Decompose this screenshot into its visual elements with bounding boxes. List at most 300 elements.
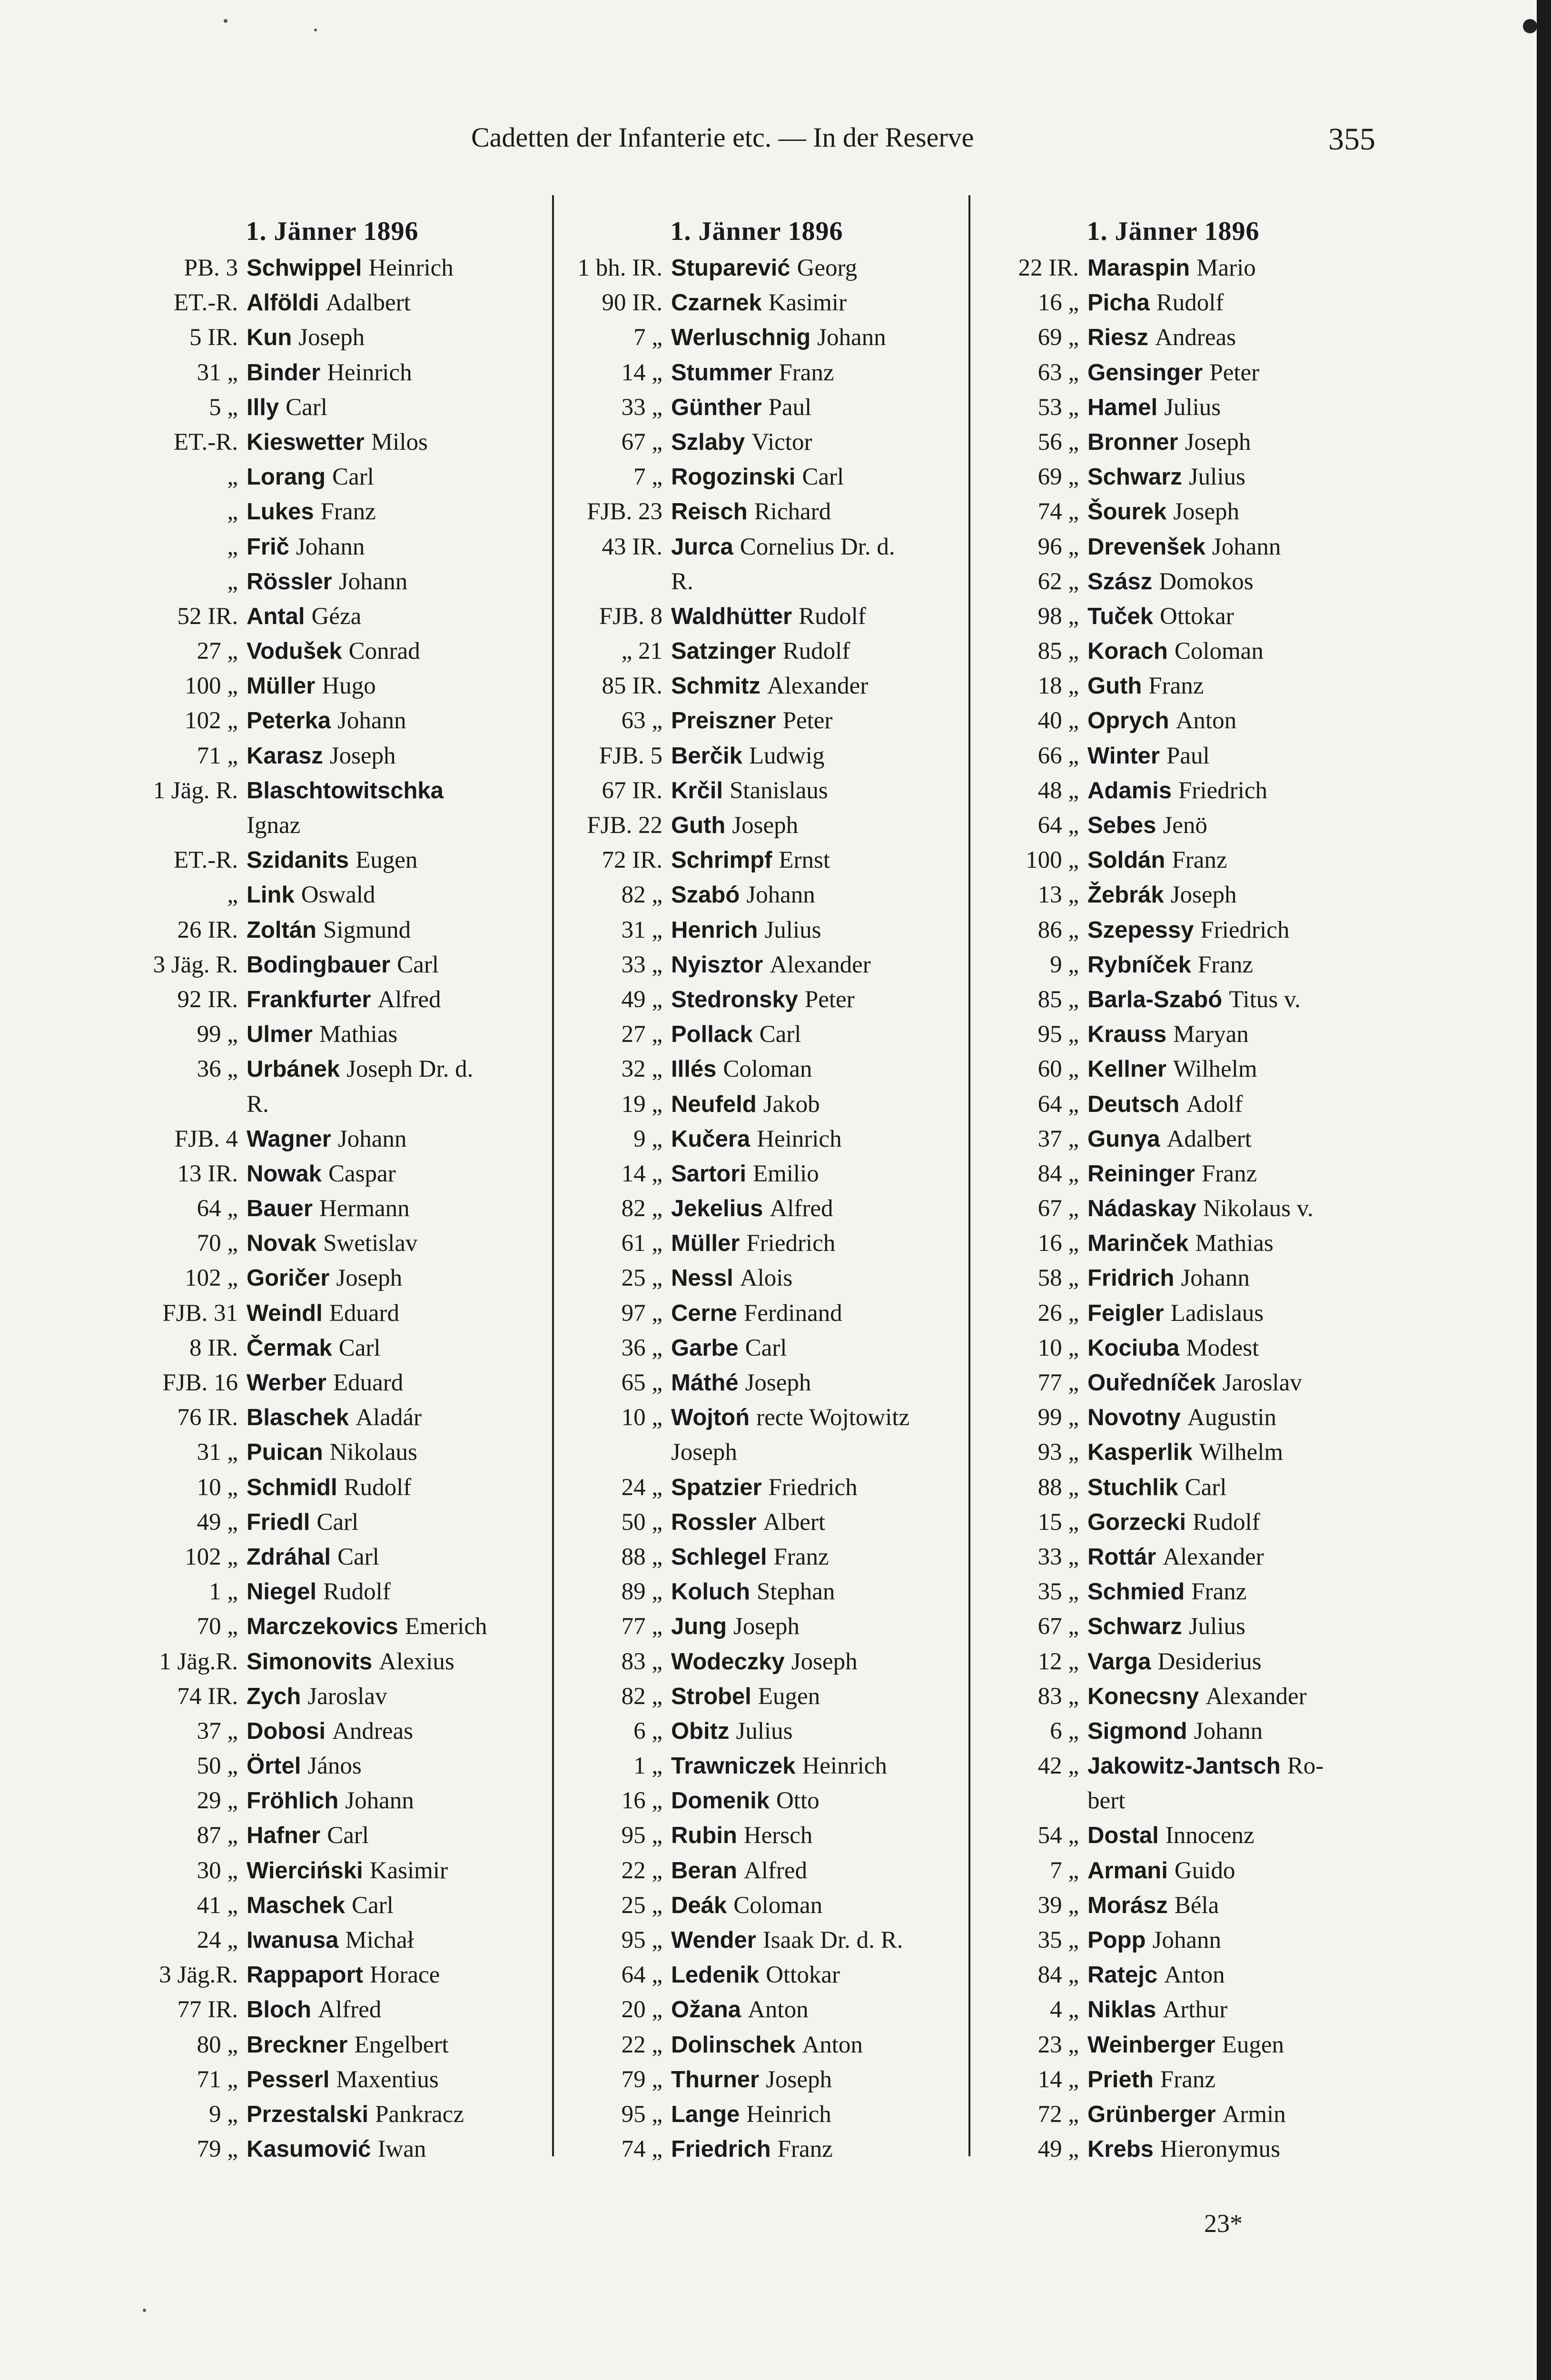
unit-designation: 77 IR. xyxy=(177,1996,238,2023)
given-name: Johann xyxy=(1152,1927,1221,1954)
given-name: Peter xyxy=(1209,359,1260,386)
given-name: Eugen xyxy=(758,1683,820,1710)
surname: Fröhlich xyxy=(247,1788,339,1814)
given-name: Ottokar xyxy=(1159,603,1234,630)
unit-designation: ET.-R. xyxy=(173,289,238,317)
unit-designation: 97 „ xyxy=(621,1299,662,1327)
list-item xyxy=(552,2132,961,2167)
unit-designation: 95 „ xyxy=(1037,1021,1079,1048)
surname: Garbe xyxy=(671,1335,739,1361)
unit-designation: 1 „ xyxy=(633,1753,662,1780)
given-name: Carl xyxy=(327,1822,369,1849)
surname: Drevenšek xyxy=(1087,534,1205,560)
given-name: Emilio xyxy=(752,1160,819,1187)
surname: Urbánek xyxy=(247,1056,340,1082)
surname: Fridrich xyxy=(1087,1265,1175,1291)
given-name: Heinrich xyxy=(368,255,454,281)
unit-designation: 98 „ xyxy=(1037,603,1079,630)
list-item xyxy=(552,1261,961,1296)
surname: Örtel xyxy=(247,1753,301,1779)
list-item xyxy=(968,1191,1378,1226)
surname: Pollack xyxy=(671,1021,753,1048)
surname: Máthé xyxy=(671,1370,739,1396)
given-name: Johann xyxy=(337,707,406,734)
surname: Berčik xyxy=(671,743,742,769)
unit-designation: „ 21 xyxy=(621,638,662,665)
surname: Bodingbauer xyxy=(247,952,391,978)
given-name: Horace xyxy=(370,1962,440,1989)
unit-designation: 8 IR. xyxy=(189,1334,238,1361)
given-name: Eugen xyxy=(1222,2031,1284,2058)
unit-designation: 27 „ xyxy=(197,638,238,665)
surname: Peterka xyxy=(247,708,331,734)
given-name: Augustin xyxy=(1187,1404,1277,1431)
list-item xyxy=(128,1261,537,1296)
given-name: Anton xyxy=(802,2031,863,2058)
surname: Szlaby xyxy=(671,429,745,455)
unit-designation: 18 „ xyxy=(1037,673,1079,700)
unit-designation: 40 „ xyxy=(1037,707,1079,734)
list-item xyxy=(552,460,961,495)
list-item xyxy=(128,286,537,320)
surname: Koluch xyxy=(671,1579,751,1605)
given-name: Alexander xyxy=(770,951,871,978)
surname: Kasperlik xyxy=(1087,1439,1193,1466)
list-item xyxy=(128,2132,537,2167)
given-name: Franz xyxy=(779,359,834,386)
unit-designation: 82 „ xyxy=(621,1683,662,1710)
surname: Stedronsky xyxy=(671,986,798,1012)
ink-speck xyxy=(143,2309,146,2312)
unit-designation: 6 „ xyxy=(1050,1717,1079,1745)
list-item xyxy=(552,286,961,320)
surname: Iwanusa xyxy=(247,1927,339,1953)
list-item xyxy=(128,1017,537,1052)
list-item xyxy=(968,286,1378,320)
given-name: Adalbert xyxy=(1166,1125,1252,1152)
list-item xyxy=(552,2097,961,2132)
unit-designation: 67 IR. xyxy=(602,777,662,804)
surname: Šourek xyxy=(1087,499,1167,525)
unit-designation: 14 „ xyxy=(621,359,662,386)
given-name: Andreas xyxy=(332,1717,413,1745)
unit-designation: 77 „ xyxy=(621,1613,662,1640)
list-item xyxy=(552,669,961,704)
ink-speck xyxy=(314,29,317,31)
surname: Binder xyxy=(247,359,321,386)
given-name: Mathias xyxy=(319,1021,398,1048)
given-name: Guido xyxy=(1174,1857,1235,1884)
given-name: Carl xyxy=(337,1543,379,1570)
surname: Bronner xyxy=(1087,429,1178,455)
given-name: Anton xyxy=(748,1996,809,2023)
given-name: Peter xyxy=(782,707,833,734)
surname: Kociuba xyxy=(1087,1335,1180,1361)
given-name: Alois xyxy=(740,1265,793,1292)
list-item xyxy=(552,913,961,948)
unit-designation: 79 „ xyxy=(621,2066,662,2093)
entry-continuation: R. xyxy=(671,568,693,595)
unit-designation: 90 IR. xyxy=(602,289,662,317)
given-name: Rudolf xyxy=(799,603,866,630)
given-name: Franz xyxy=(1197,951,1253,978)
given-name: Rudolf xyxy=(323,1578,391,1606)
given-name: Joseph xyxy=(336,1265,403,1292)
unit-designation: 87 „ xyxy=(197,1822,238,1849)
surname: Werber xyxy=(247,1370,326,1396)
list-item xyxy=(552,2028,961,2063)
unit-designation: 100 „ xyxy=(185,673,238,700)
given-name: Friedrich xyxy=(1178,777,1267,804)
unit-designation: 10 „ xyxy=(621,1404,662,1431)
surname: Gunya xyxy=(1087,1126,1160,1152)
given-name: Joseph xyxy=(733,1613,800,1640)
given-name: Friedrich xyxy=(746,1230,836,1257)
given-name: Franz xyxy=(1160,2066,1215,2093)
surname: Kasumović xyxy=(247,2136,371,2162)
list-item xyxy=(552,634,961,669)
list-item xyxy=(552,1017,961,1052)
unit-designation: „ xyxy=(227,498,238,526)
unit-designation: 82 „ xyxy=(621,882,662,909)
unit-designation: 33 „ xyxy=(621,394,662,421)
unit-designation: „ xyxy=(227,533,238,560)
unit-designation: 14 „ xyxy=(621,1160,662,1187)
unit-designation: 50 „ xyxy=(621,1508,662,1536)
column-1 xyxy=(128,212,537,2167)
list-item xyxy=(552,356,961,390)
unit-designation: 99 „ xyxy=(1037,1404,1079,1431)
list-item xyxy=(128,530,537,565)
surname: Lorang xyxy=(247,464,326,490)
given-name: Joseph Dr. d. xyxy=(346,1056,474,1083)
given-name: Franz xyxy=(320,498,376,526)
given-name: Coloman xyxy=(733,1892,823,1919)
given-name: Joseph xyxy=(329,742,396,769)
surname: Friedl xyxy=(247,1509,310,1535)
unit-designation: 62 „ xyxy=(1037,568,1079,595)
list-item xyxy=(968,1087,1378,1122)
surname: Czarnek xyxy=(671,290,762,316)
list-item xyxy=(968,1993,1378,2027)
given-name: Rudolf xyxy=(344,1474,412,1501)
surname: Szidanits xyxy=(247,847,349,873)
given-name: Carl xyxy=(759,1021,801,1048)
list-item xyxy=(968,599,1378,634)
surname: Weinberger xyxy=(1087,2032,1215,2058)
unit-designation: 56 „ xyxy=(1037,428,1079,456)
given-name: Joseph xyxy=(1185,428,1251,456)
surname: Rubin xyxy=(671,1823,737,1849)
list-item xyxy=(128,1400,537,1435)
list-item xyxy=(968,320,1378,355)
unit-designation: 12 „ xyxy=(1037,1648,1079,1675)
surname: Barla-Szabó xyxy=(1087,986,1223,1012)
surname: Cerne xyxy=(671,1300,737,1326)
surname: Szabó xyxy=(671,882,740,908)
list-item xyxy=(552,1226,961,1261)
surname: Maraspin xyxy=(1087,255,1190,281)
column-2 xyxy=(552,212,961,2167)
surname: Grünberger xyxy=(1087,2101,1216,2127)
unit-designation: 69 „ xyxy=(1037,324,1079,351)
given-name: Rudolf xyxy=(1192,1508,1260,1536)
list-item xyxy=(128,1993,537,2027)
unit-designation: 4 „ xyxy=(1050,1996,1079,2023)
list-item xyxy=(128,878,537,912)
unit-designation: ET.-R. xyxy=(173,847,238,874)
unit-designation: 74 „ xyxy=(1037,498,1079,526)
entry-continuation: Ignaz xyxy=(247,812,301,839)
list-item xyxy=(128,1714,537,1749)
surname: Rogozinski xyxy=(671,464,796,490)
list-item xyxy=(128,390,537,425)
surname: Schwippel xyxy=(247,255,362,281)
unit-designation: 26 IR. xyxy=(177,916,238,943)
surname: Konecsny xyxy=(1087,1683,1199,1709)
unit-designation: 76 IR. xyxy=(177,1404,238,1431)
unit-designation: 36 „ xyxy=(621,1334,662,1361)
given-name: Ladislaus xyxy=(1170,1299,1264,1327)
list-item xyxy=(552,1679,961,1714)
given-name: Andreas xyxy=(1155,324,1236,351)
list-item xyxy=(968,1540,1378,1575)
list-item xyxy=(552,1784,961,1818)
unit-designation: 3 Jäg.R. xyxy=(159,1962,238,1989)
unit-designation: 79 „ xyxy=(197,2136,238,2163)
given-name: Engelbert xyxy=(354,2031,449,2058)
unit-designation: 69 „ xyxy=(1037,464,1079,491)
unit-designation: 48 „ xyxy=(1037,777,1079,804)
unit-designation: 26 „ xyxy=(1037,1299,1079,1327)
list-item xyxy=(968,530,1378,565)
given-name: Carl xyxy=(286,394,327,421)
list-item xyxy=(968,425,1378,460)
given-name: Béla xyxy=(1174,1892,1219,1919)
surname: Spatzier xyxy=(671,1474,762,1500)
surname: Krčil xyxy=(671,777,723,803)
surname: Antal xyxy=(247,603,305,629)
given-name: Rudolf xyxy=(1156,289,1224,317)
surname: Stuchlik xyxy=(1087,1474,1178,1500)
surname: Szepessy xyxy=(1087,917,1194,943)
unit-designation: FJB. 4 xyxy=(174,1125,238,1152)
given-name: Friedrich xyxy=(768,1474,858,1501)
list-item xyxy=(128,1818,537,1853)
list-item xyxy=(968,1923,1378,1958)
surname: Picha xyxy=(1087,290,1150,316)
list-item xyxy=(968,2063,1378,2097)
surname: Breckner xyxy=(247,2032,348,2058)
given-name: Victor xyxy=(751,428,812,456)
unit-designation: 5 IR. xyxy=(189,324,238,351)
list-item xyxy=(128,599,537,634)
unit-designation: FJB. 8 xyxy=(599,603,662,630)
surname: Krebs xyxy=(1087,2136,1154,2162)
column-heading: 1. Jänner 1896 xyxy=(670,217,843,246)
unit-designation: 13 IR. xyxy=(177,1160,238,1187)
given-name: Carl xyxy=(352,1892,394,1919)
unit-designation: 89 „ xyxy=(621,1578,662,1606)
list-item xyxy=(968,1958,1378,1993)
unit-designation: 33 „ xyxy=(1037,1543,1079,1570)
surname: Gensinger xyxy=(1087,359,1203,386)
unit-designation: 25 „ xyxy=(621,1265,662,1292)
given-name: Alfred xyxy=(770,1195,833,1222)
unit-designation: 24 „ xyxy=(621,1474,662,1501)
surname: Armani xyxy=(1087,1857,1168,1884)
surname: Zoltán xyxy=(247,917,316,943)
unit-designation: 66 „ xyxy=(1037,742,1079,769)
given-name: Joseph xyxy=(298,324,365,351)
surname: Gorzecki xyxy=(1087,1509,1186,1535)
surname: Schwarz xyxy=(1087,464,1182,490)
surname: Wojtoń xyxy=(671,1405,750,1431)
given-name: Kasimir xyxy=(768,289,847,317)
surname: Soldán xyxy=(1087,847,1166,873)
list-item xyxy=(552,1122,961,1157)
list-item xyxy=(552,1609,961,1644)
given-name: Ludwig xyxy=(749,742,825,769)
list-item xyxy=(128,913,537,948)
unit-designation: 39 „ xyxy=(1037,1892,1079,1919)
given-name: Caspar xyxy=(328,1160,396,1187)
surname: Reininger xyxy=(1087,1160,1195,1187)
entry-continuation: R. xyxy=(247,1091,269,1118)
list-item xyxy=(968,948,1378,982)
given-name: Hermann xyxy=(319,1195,410,1222)
list-item xyxy=(968,704,1378,738)
list-item xyxy=(128,565,537,599)
unit-designation: 31 „ xyxy=(197,359,238,386)
given-name: Julius xyxy=(736,1717,793,1745)
unit-designation: 74 IR. xyxy=(177,1683,238,1710)
list-item xyxy=(552,425,961,460)
given-name: Carl xyxy=(745,1334,787,1361)
given-name: Johann xyxy=(337,1125,407,1152)
given-name: Wilhelm xyxy=(1173,1056,1257,1083)
column-heading: 1. Jänner 1896 xyxy=(1087,217,1260,246)
list-item xyxy=(128,251,537,286)
list-item xyxy=(968,1854,1378,1888)
surname: Kieswetter xyxy=(247,429,365,455)
unit-designation: 25 „ xyxy=(621,1892,662,1919)
given-name: Domokos xyxy=(1159,568,1254,595)
unit-designation: 85 IR. xyxy=(602,673,662,700)
list-item xyxy=(128,460,537,495)
list-item xyxy=(968,808,1378,843)
surname: Niegel xyxy=(247,1579,317,1605)
unit-designation: 19 „ xyxy=(621,1091,662,1118)
surname: Dostal xyxy=(1087,1823,1159,1849)
given-name: Adalbert xyxy=(326,289,411,317)
list-item xyxy=(128,1331,537,1366)
unit-designation: 1 „ xyxy=(209,1578,238,1606)
unit-designation: 14 „ xyxy=(1037,2066,1079,2093)
given-name: Joseph xyxy=(745,1369,811,1396)
given-name: Armin xyxy=(1222,2101,1286,2128)
given-name: Carl xyxy=(332,464,374,491)
list-item xyxy=(968,982,1378,1017)
unit-designation: 22 „ xyxy=(621,2031,662,2058)
given-name: Alfred xyxy=(743,1857,807,1884)
list-item xyxy=(552,1296,961,1331)
surname: Schrimpf xyxy=(671,847,772,873)
given-name: Mario xyxy=(1196,255,1256,281)
surname: Müller xyxy=(671,1230,740,1257)
surname: Schlegel xyxy=(671,1544,767,1570)
unit-designation: 1 Jäg. R. xyxy=(153,777,238,804)
list-item xyxy=(128,1958,537,1993)
page-number: 355 xyxy=(1328,122,1375,157)
list-item xyxy=(968,913,1378,948)
given-name: Eduard xyxy=(333,1369,404,1396)
list-item xyxy=(968,878,1378,912)
list-item xyxy=(128,356,537,390)
list-item xyxy=(128,1749,537,1784)
list-item xyxy=(128,1470,537,1505)
given-name: Maryan xyxy=(1173,1021,1249,1048)
unit-designation: 37 „ xyxy=(197,1717,238,1745)
list-item xyxy=(968,1435,1378,1470)
unit-designation: 64 „ xyxy=(197,1195,238,1222)
unit-designation: 37 „ xyxy=(1037,1125,1079,1152)
given-name: Jenö xyxy=(1163,812,1207,839)
list-item xyxy=(552,1818,961,1853)
list-item xyxy=(552,320,961,355)
given-name: Hersch xyxy=(743,1822,813,1849)
unit-designation: 13 „ xyxy=(1037,882,1079,909)
ink-speck xyxy=(224,19,227,23)
unit-designation: FJB. 16 xyxy=(162,1369,238,1396)
unit-designation: 102 „ xyxy=(185,707,238,734)
surname: Dolinschek xyxy=(671,2032,796,2058)
given-name: Julius xyxy=(1164,394,1221,421)
unit-designation: 64 „ xyxy=(1037,812,1079,839)
list-item xyxy=(968,634,1378,669)
given-name: Johann xyxy=(817,324,886,351)
given-name: Johann xyxy=(345,1787,414,1815)
surname: Adamis xyxy=(1087,777,1172,803)
unit-designation: 22 IR. xyxy=(1018,255,1079,281)
unit-designation: 96 „ xyxy=(1037,533,1079,560)
surname: Neufeld xyxy=(671,1091,757,1117)
given-name: Johann xyxy=(1181,1265,1250,1292)
unit-designation: 71 „ xyxy=(197,742,238,769)
given-name: Anton xyxy=(1164,1962,1225,1989)
list-item xyxy=(552,390,961,425)
list-item xyxy=(552,1505,961,1540)
surname: Strobel xyxy=(671,1683,751,1709)
list-item xyxy=(552,530,961,565)
list-item xyxy=(128,634,537,669)
list-item xyxy=(968,390,1378,425)
list-item xyxy=(128,669,537,704)
unit-designation: 64 „ xyxy=(1037,1091,1079,1118)
list-item xyxy=(552,1645,961,1679)
unit-designation: 88 „ xyxy=(621,1543,662,1570)
given-name: Jaroslav xyxy=(1222,1369,1302,1396)
surname: Szász xyxy=(1087,568,1153,595)
unit-designation: 35 „ xyxy=(1037,1927,1079,1954)
surname: Beran xyxy=(671,1857,737,1884)
surname: Domenik xyxy=(671,1788,770,1814)
unit-designation: 29 „ xyxy=(197,1787,238,1815)
list-item xyxy=(128,1540,537,1575)
given-name: Franz xyxy=(773,1543,829,1570)
list-item xyxy=(968,2097,1378,2132)
list-item xyxy=(552,1470,961,1505)
